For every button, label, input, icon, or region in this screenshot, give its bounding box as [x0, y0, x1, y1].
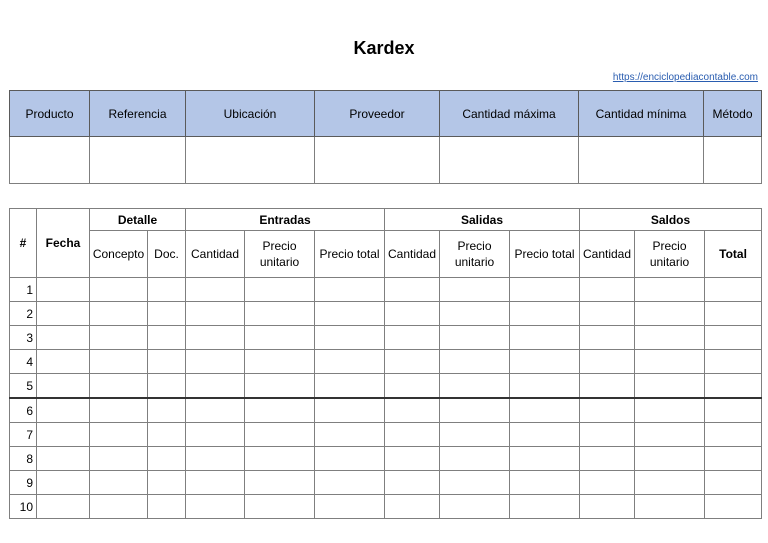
row-number: 7 — [10, 423, 37, 447]
table-cell[interactable] — [245, 423, 315, 447]
sub-salidas-precio-total: Precio total — [510, 231, 580, 278]
table-row — [10, 374, 762, 399]
table-cell[interactable] — [440, 278, 510, 302]
table-cell[interactable] — [245, 302, 315, 326]
table-cell[interactable] — [90, 374, 148, 399]
table-cell[interactable] — [385, 447, 440, 471]
value-ubicacion[interactable] — [186, 137, 315, 184]
table-cell[interactable] — [580, 423, 635, 447]
table-cell[interactable] — [186, 374, 245, 399]
table-cell[interactable] — [580, 374, 635, 399]
table-cell[interactable] — [315, 278, 385, 302]
table-row — [10, 471, 762, 495]
kardex-sub-header-row — [10, 231, 762, 278]
row-number: 3 — [10, 326, 37, 350]
table-cell[interactable] — [148, 423, 186, 447]
table-cell[interactable] — [440, 374, 510, 399]
table-cell[interactable] — [385, 374, 440, 399]
table-cell[interactable] — [385, 495, 440, 519]
table-cell[interactable] — [90, 423, 148, 447]
table-cell[interactable] — [440, 471, 510, 495]
table-cell[interactable] — [245, 326, 315, 350]
table-cell[interactable] — [37, 374, 90, 399]
table-row — [10, 278, 762, 302]
table-cell[interactable] — [245, 495, 315, 519]
group-salidas: Salidas — [385, 209, 580, 231]
kardex-group-header-row — [10, 209, 762, 231]
table-cell[interactable] — [37, 326, 90, 350]
header-fecha: Fecha — [37, 209, 90, 278]
table-cell[interactable] — [90, 302, 148, 326]
table-cell[interactable] — [315, 398, 385, 423]
table-cell[interactable] — [315, 350, 385, 374]
table-cell[interactable] — [186, 423, 245, 447]
table-cell[interactable] — [186, 398, 245, 423]
table-cell[interactable] — [37, 423, 90, 447]
table-cell[interactable] — [705, 278, 762, 302]
table-cell[interactable] — [148, 374, 186, 399]
table-cell[interactable] — [440, 350, 510, 374]
header-cantidad-minima: Cantidad mínima — [579, 91, 704, 137]
table-cell[interactable] — [148, 495, 186, 519]
table-cell[interactable] — [705, 398, 762, 423]
table-cell[interactable] — [580, 398, 635, 423]
sub-salidas-cantidad: Cantidad — [385, 231, 440, 278]
table-row — [10, 350, 762, 374]
sub-entradas-precio-total: Precio total — [315, 231, 385, 278]
table-cell[interactable] — [245, 471, 315, 495]
table-row — [10, 495, 762, 519]
table-cell[interactable] — [635, 302, 705, 326]
table-cell[interactable] — [510, 326, 580, 350]
table-cell[interactable] — [635, 350, 705, 374]
page-title: Kardex — [353, 38, 415, 58]
table-cell[interactable] — [385, 423, 440, 447]
sub-entradas-precio-unitario: Precio unitario — [245, 231, 315, 278]
group-saldos: Saldos — [580, 209, 762, 231]
sub-entradas-cantidad: Cantidad — [186, 231, 245, 278]
table-cell[interactable] — [186, 495, 245, 519]
table-cell[interactable] — [315, 471, 385, 495]
table-cell[interactable] — [705, 326, 762, 350]
table-cell[interactable] — [580, 302, 635, 326]
table-cell[interactable] — [510, 471, 580, 495]
table-cell[interactable] — [90, 278, 148, 302]
table-cell[interactable] — [635, 471, 705, 495]
value-producto[interactable] — [10, 137, 90, 184]
value-cantidad-minima[interactable] — [579, 137, 704, 184]
table-cell[interactable] — [635, 326, 705, 350]
table-cell[interactable] — [90, 326, 148, 350]
header-proveedor: Proveedor — [315, 91, 440, 137]
table-cell[interactable] — [385, 471, 440, 495]
table-cell[interactable] — [186, 350, 245, 374]
table-cell[interactable] — [186, 326, 245, 350]
value-cantidad-maxima[interactable] — [440, 137, 579, 184]
table-cell[interactable] — [705, 447, 762, 471]
table-cell[interactable] — [510, 350, 580, 374]
table-cell[interactable] — [385, 326, 440, 350]
table-cell[interactable] — [580, 350, 635, 374]
table-cell[interactable] — [148, 326, 186, 350]
table-cell[interactable] — [37, 471, 90, 495]
table-cell[interactable] — [245, 447, 315, 471]
sub-concepto: Concepto — [90, 231, 148, 278]
table-cell[interactable] — [510, 495, 580, 519]
group-entradas: Entradas — [186, 209, 385, 231]
table-cell[interactable] — [148, 471, 186, 495]
table-row — [10, 326, 762, 350]
sub-saldos-cantidad: Cantidad — [580, 231, 635, 278]
table-cell[interactable] — [37, 278, 90, 302]
product-info-value-row — [10, 137, 762, 184]
table-cell[interactable] — [315, 374, 385, 399]
product-info-table — [9, 90, 762, 184]
table-cell[interactable] — [705, 495, 762, 519]
table-cell[interactable] — [385, 302, 440, 326]
kardex-table — [9, 208, 762, 519]
table-cell[interactable] — [510, 447, 580, 471]
table-row — [10, 423, 762, 447]
table-cell[interactable] — [90, 398, 148, 423]
row-number: 4 — [10, 350, 37, 374]
table-cell[interactable] — [148, 278, 186, 302]
table-cell[interactable] — [580, 495, 635, 519]
table-cell[interactable] — [580, 447, 635, 471]
table-cell[interactable] — [385, 398, 440, 423]
group-detalle: Detalle — [90, 209, 186, 231]
product-info-header-row — [10, 91, 762, 137]
table-cell[interactable] — [148, 350, 186, 374]
sub-salidas-precio-unitario: Precio unitario — [440, 231, 510, 278]
table-cell[interactable] — [37, 302, 90, 326]
value-referencia[interactable] — [90, 137, 186, 184]
table-cell[interactable] — [440, 398, 510, 423]
table-cell[interactable] — [635, 398, 705, 423]
table-cell[interactable] — [186, 278, 245, 302]
table-cell[interactable] — [440, 423, 510, 447]
row-number: 8 — [10, 447, 37, 471]
header-referencia: Referencia — [90, 91, 186, 137]
table-cell[interactable] — [245, 374, 315, 399]
table-cell[interactable] — [580, 278, 635, 302]
table-cell[interactable] — [148, 302, 186, 326]
table-cell[interactable] — [510, 423, 580, 447]
sub-doc: Doc. — [148, 231, 186, 278]
table-row — [10, 447, 762, 471]
table-cell[interactable] — [245, 350, 315, 374]
table-cell[interactable] — [90, 447, 148, 471]
row-number: 5 — [10, 374, 37, 399]
table-cell[interactable] — [186, 471, 245, 495]
header-producto: Producto — [10, 91, 90, 137]
table-cell[interactable] — [580, 471, 635, 495]
row-number: 6 — [10, 398, 37, 423]
row-number: 10 — [10, 495, 37, 519]
table-cell[interactable] — [315, 447, 385, 471]
table-cell[interactable] — [440, 302, 510, 326]
table-cell[interactable] — [510, 302, 580, 326]
table-cell[interactable] — [245, 398, 315, 423]
table-cell[interactable] — [440, 326, 510, 350]
value-proveedor[interactable] — [315, 137, 440, 184]
table-cell[interactable] — [90, 471, 148, 495]
table-cell[interactable] — [440, 447, 510, 471]
table-cell[interactable] — [510, 374, 580, 399]
table-cell[interactable] — [580, 326, 635, 350]
table-cell[interactable] — [37, 495, 90, 519]
table-cell[interactable] — [90, 350, 148, 374]
value-metodo[interactable] — [704, 137, 762, 184]
table-cell[interactable] — [245, 278, 315, 302]
table-cell[interactable] — [37, 398, 90, 423]
table-cell[interactable] — [315, 495, 385, 519]
table-cell[interactable] — [37, 447, 90, 471]
source-link[interactable]: https://enciclopediacontable.com — [612, 72, 758, 83]
kardex-body — [10, 278, 762, 519]
row-number: 9 — [10, 471, 37, 495]
table-cell[interactable] — [705, 374, 762, 399]
table-cell[interactable] — [385, 278, 440, 302]
sub-saldos-total: Total — [705, 231, 762, 278]
table-cell[interactable] — [635, 423, 705, 447]
table-cell[interactable] — [705, 423, 762, 447]
table-cell[interactable] — [385, 350, 440, 374]
table-cell[interactable] — [705, 302, 762, 326]
table-cell[interactable] — [510, 398, 580, 423]
table-row — [10, 398, 762, 423]
table-cell[interactable] — [635, 495, 705, 519]
header-number: # — [10, 209, 37, 278]
table-cell[interactable] — [635, 278, 705, 302]
table-cell[interactable] — [186, 447, 245, 471]
table-cell[interactable] — [37, 350, 90, 374]
header-cantidad-maxima: Cantidad máxima — [440, 91, 579, 137]
table-row — [10, 302, 762, 326]
table-cell[interactable] — [705, 471, 762, 495]
table-cell[interactable] — [635, 374, 705, 399]
row-number: 2 — [10, 302, 37, 326]
header-metodo: Método — [704, 91, 762, 137]
header-ubicacion: Ubicación — [186, 91, 315, 137]
table-cell[interactable] — [90, 495, 148, 519]
table-cell[interactable] — [705, 350, 762, 374]
table-cell[interactable] — [315, 326, 385, 350]
table-cell[interactable] — [315, 423, 385, 447]
sub-saldos-precio-unitario: Precio unitario — [635, 231, 705, 278]
row-number: 1 — [10, 278, 37, 302]
table-cell[interactable] — [148, 398, 186, 423]
table-cell[interactable] — [440, 495, 510, 519]
table-cell[interactable] — [635, 447, 705, 471]
table-cell[interactable] — [186, 302, 245, 326]
table-cell[interactable] — [148, 447, 186, 471]
table-cell[interactable] — [315, 302, 385, 326]
table-cell[interactable] — [510, 278, 580, 302]
